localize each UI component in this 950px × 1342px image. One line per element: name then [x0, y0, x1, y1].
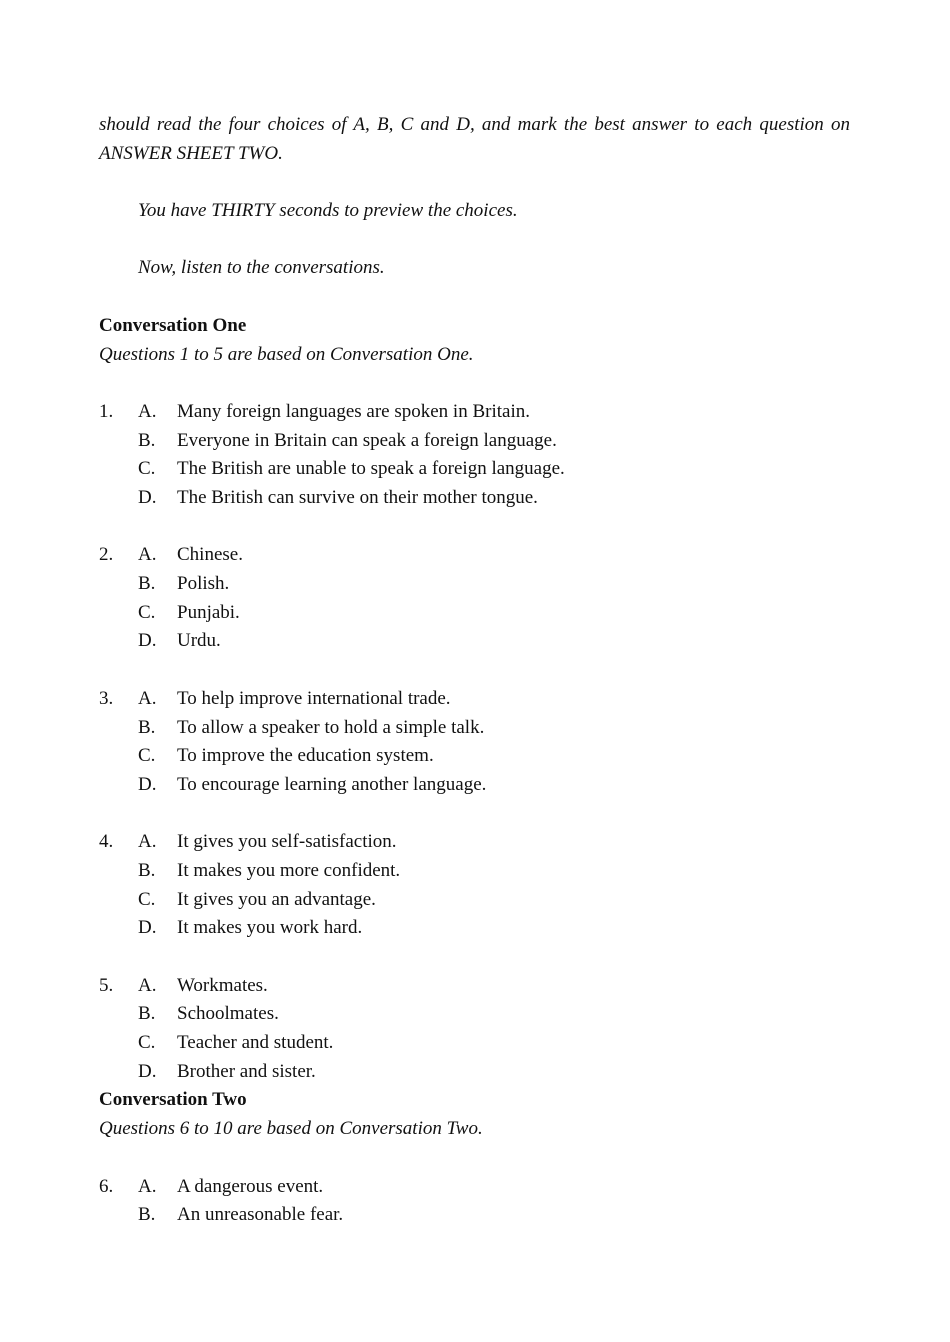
conversation-one-title: Conversation One	[99, 314, 247, 336]
option-row	[99, 484, 850, 513]
option-text: It makes you work hard.	[177, 917, 363, 939]
option-letter: B.	[138, 1003, 156, 1025]
option-row	[99, 886, 850, 915]
option-letter: A.	[138, 687, 157, 709]
option-letter: B.	[138, 1204, 156, 1226]
option-row	[99, 455, 850, 484]
option-letter: A.	[138, 400, 157, 422]
option-text: It gives you self-satisfaction.	[177, 831, 397, 853]
option-row	[99, 972, 850, 1001]
option-letter: B.	[138, 859, 156, 881]
option-text: Schoolmates.	[177, 1003, 279, 1025]
option-text: Polish.	[177, 573, 230, 595]
option-row	[99, 398, 850, 427]
option-text: Urdu.	[177, 630, 221, 652]
option-text: An unreasonable fear.	[177, 1204, 344, 1226]
option-row	[99, 570, 850, 599]
option-text: Brother and sister.	[177, 1060, 316, 1082]
option-text: Everyone in Britain can speak a foreign language.	[177, 429, 557, 451]
option-text: Chinese.	[177, 544, 243, 566]
option-row	[99, 857, 850, 886]
spacer	[99, 513, 850, 542]
option-text: It makes you more confident.	[177, 859, 401, 881]
option-text: To encourage learning another language.	[177, 773, 487, 795]
option-row	[99, 914, 850, 943]
option-letter: D.	[138, 487, 157, 509]
question-2	[99, 541, 850, 656]
intro-instructions: should read the four choices of A, B, C and D, and mark the best answer to each question on ANSWER SHEET TWO.	[99, 114, 850, 164]
option-text: Workmates.	[177, 974, 268, 996]
option-letter: C.	[138, 745, 156, 767]
option-row	[99, 828, 850, 857]
spacer	[99, 656, 850, 685]
question-number: 3.	[99, 687, 114, 709]
option-letter: A.	[138, 1175, 157, 1197]
preview-instruction: You have THIRTY seconds to preview the choices.	[138, 200, 518, 222]
question-3	[99, 685, 850, 800]
option-row	[99, 742, 850, 771]
option-letter: C.	[138, 888, 156, 910]
conversation-one-subtitle: Questions 1 to 5 are based on Conversation One.	[99, 343, 474, 365]
option-row	[99, 1000, 850, 1029]
conversation-two-subtitle: Questions 6 to 10 are based on Conversation Two.	[99, 1118, 483, 1140]
option-row	[99, 714, 850, 743]
question-number: 5.	[99, 974, 114, 996]
spacer	[99, 943, 850, 972]
conversation-two-title: Conversation Two	[99, 1089, 247, 1111]
option-letter: A.	[138, 974, 157, 996]
option-row	[99, 1173, 850, 1202]
option-text: Punjabi.	[177, 601, 240, 623]
question-4	[99, 828, 850, 943]
option-text: Many foreign languages are spoken in Britain.	[177, 400, 530, 422]
option-text: The British are unable to speak a foreign language.	[177, 458, 565, 480]
option-text: To allow a speaker to hold a simple talk.	[177, 716, 485, 738]
option-text: To help improve international trade.	[177, 687, 451, 709]
option-letter: C.	[138, 601, 156, 623]
spacer	[99, 369, 850, 398]
listen-instruction: Now, listen to the conversations.	[138, 257, 385, 279]
question-5	[99, 972, 850, 1087]
option-letter: D.	[138, 630, 157, 652]
conversation-two-section	[99, 1086, 850, 1229]
option-letter: D.	[138, 917, 157, 939]
spacer	[99, 226, 850, 255]
option-text: To improve the education system.	[177, 745, 434, 767]
option-letter: B.	[138, 429, 156, 451]
question-number: 1.	[99, 400, 114, 422]
question-number: 6.	[99, 1175, 114, 1197]
option-row	[99, 685, 850, 714]
spacer	[99, 168, 850, 197]
option-letter: D.	[138, 773, 157, 795]
option-row	[99, 599, 850, 628]
question-number: 4.	[99, 831, 114, 853]
option-row	[99, 1058, 850, 1087]
conversation-one-section	[99, 312, 850, 1087]
option-text: The British can survive on their mother tongue.	[177, 487, 538, 509]
option-text: It gives you an advantage.	[177, 888, 376, 910]
question-6	[99, 1173, 850, 1230]
option-row	[99, 627, 850, 656]
question-number: 2.	[99, 544, 114, 566]
option-text: Teacher and student.	[177, 1032, 334, 1054]
spacer	[99, 1144, 850, 1173]
option-row	[99, 1201, 850, 1230]
option-text: A dangerous event.	[177, 1175, 324, 1197]
spacer	[99, 800, 850, 829]
option-letter: D.	[138, 1060, 157, 1082]
option-row	[99, 541, 850, 570]
option-letter: A.	[138, 544, 157, 566]
option-row	[99, 427, 850, 456]
option-letter: C.	[138, 1032, 156, 1054]
option-letter: C.	[138, 458, 156, 480]
document-page	[99, 111, 850, 1230]
option-letter: B.	[138, 573, 156, 595]
option-row	[99, 771, 850, 800]
option-row	[99, 1029, 850, 1058]
spacer	[99, 283, 850, 312]
option-letter: A.	[138, 831, 157, 853]
option-letter: B.	[138, 716, 156, 738]
question-1	[99, 398, 850, 513]
